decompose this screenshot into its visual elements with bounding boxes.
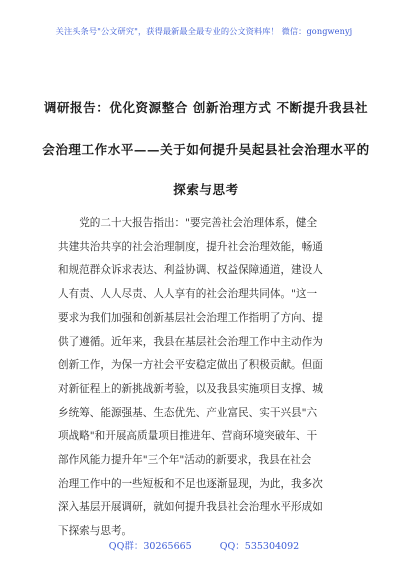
document-title-line-3: 探索与思考: [173, 182, 239, 197]
body-line: 党的二十大报告指出："要完善社会治理体系，健全: [79, 217, 318, 229]
body-line: 对新征程上的新挑战新考验，以及我县实施项目支撑、城: [58, 382, 323, 395]
body-line: 创新工作，为保一方社会平安稳定做出了积极贡献。但面: [58, 359, 323, 372]
body-line: 乡统筹、能源强基、生态优先、产业富民、实干兴县"六: [58, 406, 318, 419]
body-line: 部作风能力提升年"三个年"活动的新要求，我县在社会: [58, 454, 312, 467]
body-line: 要求为我们加强和创新基层社会治理工作指明了方向、提: [58, 311, 323, 324]
header-notice: 关注头条号"公文研究"，获得最新最全最专业的公文资料库！ 微信：gongwenyj: [55, 26, 353, 36]
document-title-line-2: 会治理工作水平——关于如何提升吴起县社会治理水平的: [42, 142, 370, 157]
body-line: 治理工作中的一些短板和不足也逐渐显现，为此，我多次: [58, 477, 323, 490]
footer-contact: [0, 538, 408, 552]
body-line: 供了遵循。近年来，我县在基层社会治理工作中主动作为: [58, 335, 323, 348]
document-title-line-1: 调研报告：优化资源整合 创新治理方式 不断提升我县社: [43, 100, 369, 115]
body-line: 项战略"和开展高质量项目推进年、营商环境突破年、干: [58, 430, 318, 443]
footer-qq: QQ：535304092: [219, 541, 300, 552]
body-line: 共建共治共享的社会治理制度，提升社会治理效能，畅通: [58, 240, 323, 253]
document-body: [58, 212, 358, 544]
footer-qq-group: QQ群：30265665: [108, 541, 192, 552]
body-line: 人有责、人人尽责、人人享有的社会治理共同体。"这一: [58, 288, 318, 301]
body-line: 深入基层开展调研，就如何提升我县社会治理水平形成如: [58, 501, 323, 514]
body-line: 下探索与思考。: [58, 525, 133, 538]
body-line: 和规范群众诉求表达、利益协调、权益保障通道，建设人: [58, 264, 323, 277]
